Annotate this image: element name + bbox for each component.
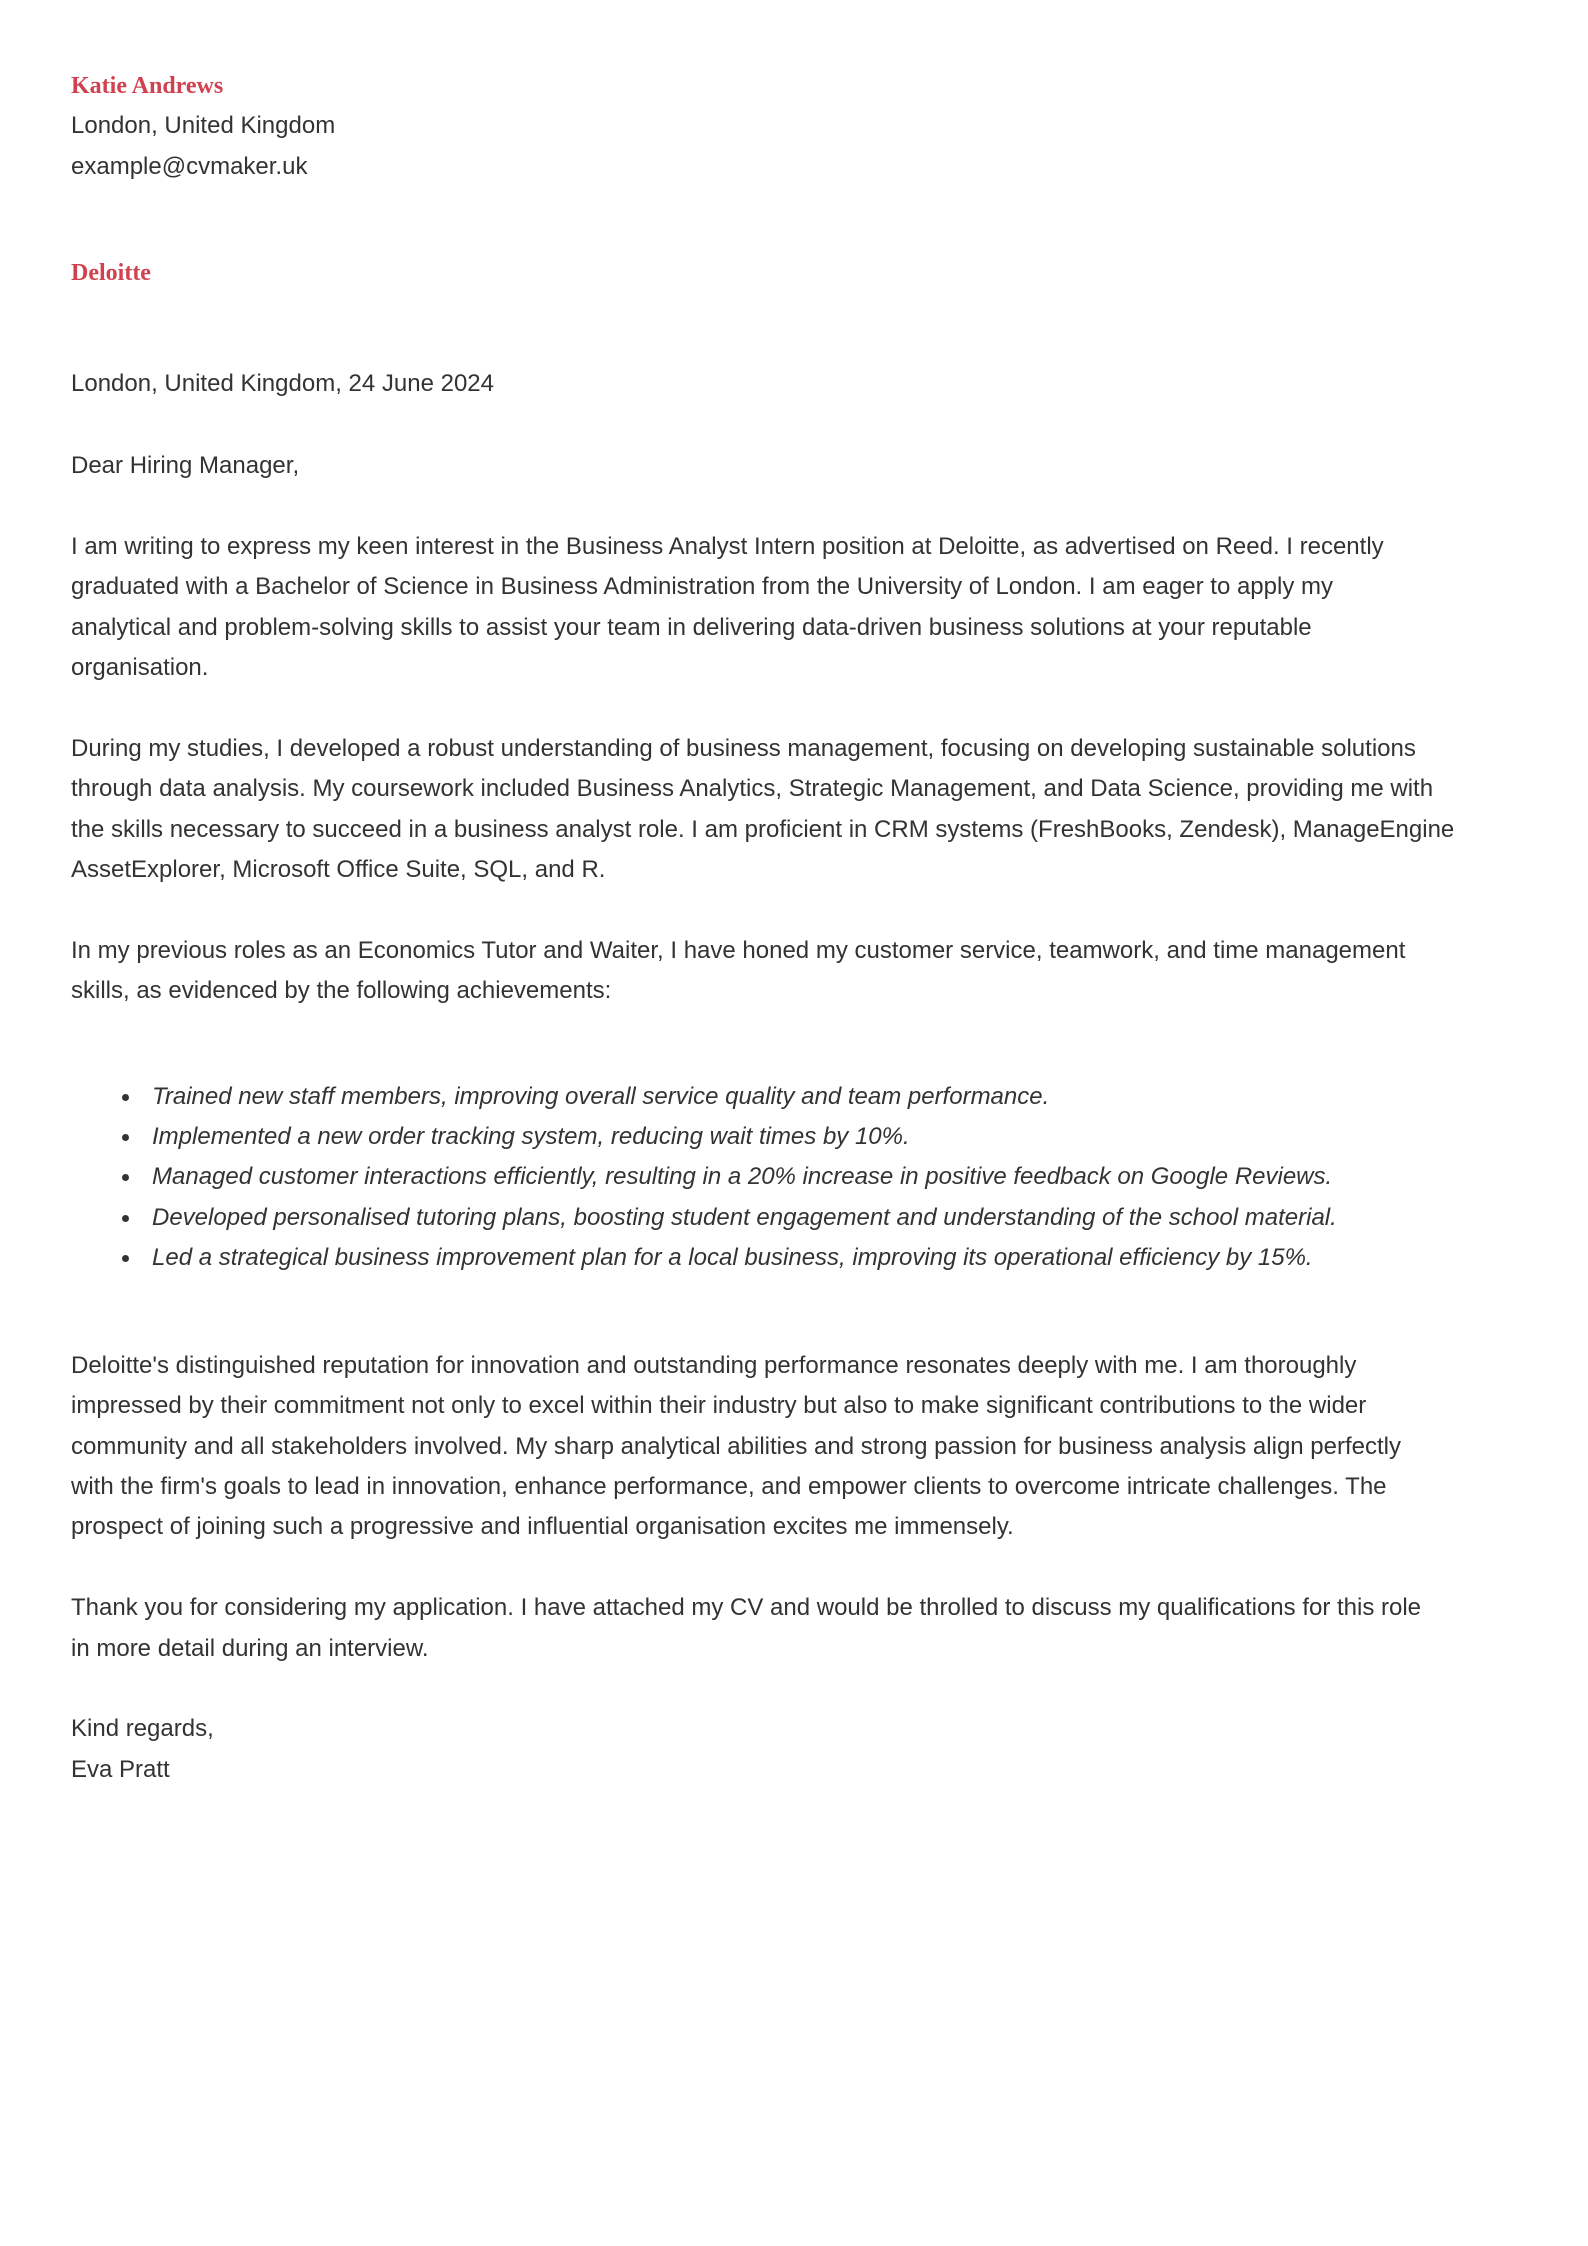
recipient-company: Deloitte <box>71 260 151 287</box>
paragraph-line: through data analysis. My coursework included Business Analytics, Strategic Management, and Data Science, providing me with <box>71 775 1434 803</box>
bullet-marker <box>122 1215 129 1222</box>
bullet-marker <box>122 1134 129 1141</box>
sender-header <box>71 66 1551 187</box>
paragraph-line: the skills necessary to succeed in a business analyst role. I am proficient in CRM systems (FreshBooks, Zendesk), ManageEngine <box>71 815 1455 843</box>
paragraph-line: skills, as evidenced by the following achievements: <box>71 977 612 1005</box>
paragraph-line: prospect of joining such a progressive and influential organisation excites me immensely. <box>71 1513 1014 1541</box>
achievement-item <box>71 1117 1551 1157</box>
achievement-text: Implemented a new order tracking system, reducing wait times by 10%. <box>152 1123 910 1151</box>
sender-email: example@cvmaker.uk <box>71 152 308 180</box>
paragraph-line: I am writing to express my keen interest in the Business Analyst Intern position at Deloitte, as advertised on Reed. I recently <box>71 532 1384 560</box>
paragraph-line: graduated with a Bachelor of Science in Business Administration from the University of London. I am eager to apply my <box>71 573 1333 601</box>
achievements-list <box>71 1077 1551 1279</box>
paragraph-line: impressed by their commitment not only to excel within their industry but also to make significant contributions to the wider <box>71 1392 1367 1420</box>
achievement-text: Led a strategical business improvement plan for a local business, improving its operational efficiency by 15%. <box>152 1244 1313 1272</box>
body-paragraph-thanks <box>71 1588 1551 1669</box>
letter-content <box>71 66 1551 1790</box>
paragraph-line: analytical and problem-solving skills to assist your team in delivering data-driven business solutions at your reputable <box>71 613 1312 641</box>
paragraph-line: During my studies, I developed a robust understanding of business management, focusing on developing sustainable solutions <box>71 734 1416 762</box>
paragraph-line: In my previous roles as an Economics Tutor and Waiter, I have honed my customer service, teamwork, and time management <box>71 936 1406 964</box>
achievement-item <box>71 1238 1551 1278</box>
body-paragraph-studies <box>71 729 1551 891</box>
achievement-text: Trained new staff members, improving overall service quality and team performance. <box>152 1082 1050 1110</box>
achievement-text: Managed customer interactions efficiently, resulting in a 20% increase in positive feedback on Google Reviews. <box>152 1163 1333 1191</box>
paragraph-line: in more detail during an interview. <box>71 1634 429 1662</box>
signature: Eva Pratt <box>71 1755 170 1783</box>
bullet-marker <box>122 1255 129 1262</box>
achievement-item <box>71 1198 1551 1238</box>
paragraph-line: Deloitte's distinguished reputation for innovation and outstanding performance resonates deeply with me. I am thoroughly <box>71 1351 1357 1379</box>
paragraph-line: AssetExplorer, Microsoft Office Suite, SQL, and R. <box>71 856 606 884</box>
letter-date-block <box>71 364 1551 404</box>
closing: Kind regards, <box>71 1715 214 1743</box>
achievement-item <box>71 1157 1551 1197</box>
body-paragraph-experience <box>71 931 1551 1012</box>
sign-off <box>71 1709 1551 1790</box>
salutation: Dear Hiring Manager, <box>71 452 300 480</box>
body-paragraph-motivation <box>71 1346 1551 1548</box>
recipient-block <box>71 253 1551 293</box>
letter-date: London, United Kingdom, 24 June 2024 <box>71 370 494 398</box>
paragraph-line: organisation. <box>71 654 209 682</box>
achievement-text: Developed personalised tutoring plans, boosting student engagement and understanding of the school material. <box>152 1203 1337 1231</box>
sender-location: London, United Kingdom <box>71 112 336 140</box>
salutation-block <box>71 446 1551 486</box>
bullet-marker <box>122 1094 129 1101</box>
bullet-marker <box>122 1174 129 1181</box>
achievement-item <box>71 1077 1551 1117</box>
sender-name: Katie Andrews <box>71 73 224 99</box>
paragraph-line: community and all stakeholders involved. My sharp analytical abilities and strong passion for business analysis align perfectly <box>71 1432 1402 1460</box>
paragraph-line: with the firm's goals to lead in innovation, enhance performance, and empower clients to overcome intricate challenges. The <box>71 1472 1387 1500</box>
paragraph-line: Thank you for considering my application. I have attached my CV and would be throlled to discuss my qualifications for this role <box>71 1594 1422 1622</box>
body-paragraph-intro <box>71 527 1551 689</box>
